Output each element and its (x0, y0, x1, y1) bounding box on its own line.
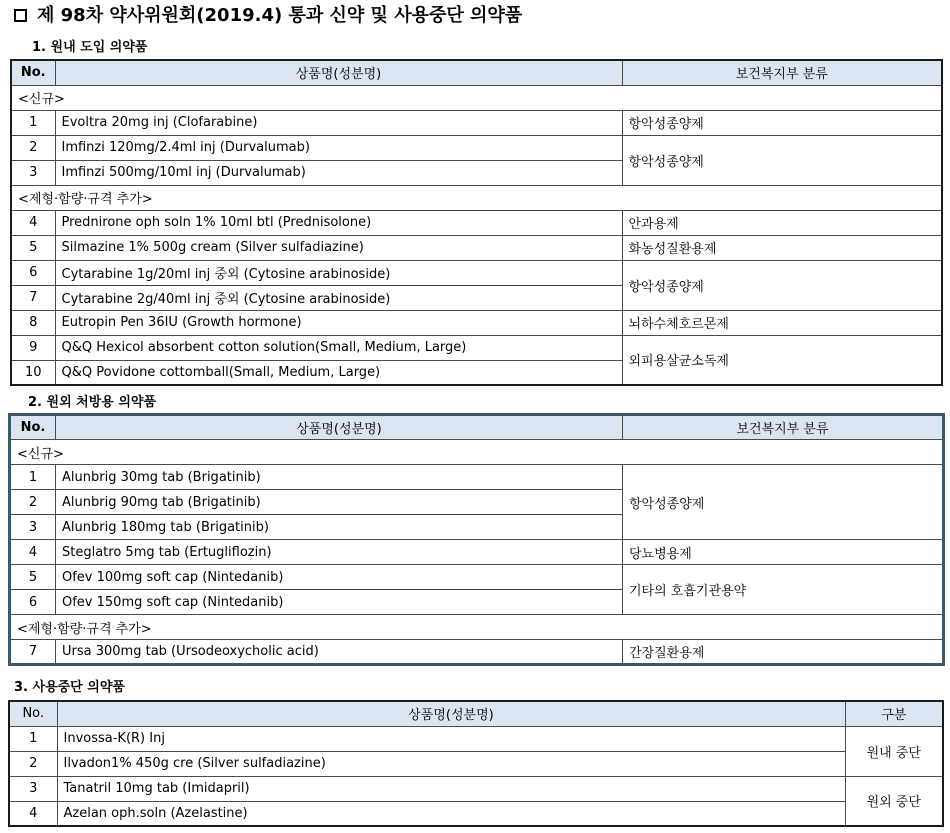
row-category: 뇌하수체호르몬제 (622, 310, 942, 335)
section-2-heading: 2. 원외 처방용 의약품 (28, 395, 157, 410)
table-row (11, 110, 942, 135)
row-name: Imfinzi 120mg/2.4ml inj (Durvalumab) (55, 135, 622, 160)
section-3-table (8, 700, 944, 827)
header-no: No. (9, 701, 57, 726)
table-row (11, 310, 942, 335)
row-no: 5 (10, 565, 56, 590)
row-name: Azelan oph.soln (Azelastine) (57, 801, 845, 826)
row-category: 항악성종양제 (622, 260, 942, 310)
row-no: 6 (11, 260, 55, 285)
header-category: 구분 (845, 701, 943, 726)
table-row (10, 565, 944, 590)
table-row (10, 540, 944, 565)
table-row (11, 335, 942, 360)
row-category: 원내 중단 (845, 726, 943, 776)
row-category: 화농성질환용제 (622, 235, 942, 260)
row-name: Evoltra 20mg inj (Clofarabine) (55, 110, 622, 135)
row-no: 6 (10, 590, 56, 615)
row-category: 항악성종양제 (623, 465, 944, 540)
row-no: 10 (11, 360, 55, 385)
group-row (11, 185, 942, 210)
row-name: Tanatril 10mg tab (Imidapril) (57, 776, 845, 801)
row-category: 안과용제 (622, 210, 942, 235)
header-name: 상품명(성분명) (56, 415, 623, 440)
group-row (10, 440, 944, 465)
header-name: 상품명(성분명) (57, 701, 845, 726)
row-no: 3 (9, 776, 57, 801)
section-2-table (8, 413, 945, 666)
row-name: Alunbrig 30mg tab (Brigatinib) (56, 465, 623, 490)
row-no: 8 (11, 310, 55, 335)
row-name: Steglatro 5mg tab (Ertugliflozin) (56, 540, 623, 565)
row-name: Alunbrig 90mg tab (Brigatinib) (56, 490, 623, 515)
row-no: 2 (10, 490, 56, 515)
row-name: Invossa-K(R) Inj (57, 726, 845, 751)
row-no: 3 (11, 160, 55, 185)
row-no: 9 (11, 335, 55, 360)
row-name: Cytarabine 2g/40ml inj 중외 (Cytosine arabinoside) (55, 285, 622, 310)
header-no: No. (11, 60, 55, 85)
row-name: Ilvadon1% 450g cre (Silver sulfadiazine) (57, 751, 845, 776)
table-row (11, 135, 942, 160)
row-category: 외피용살균소독제 (622, 335, 942, 385)
row-no: 7 (10, 640, 56, 665)
page-title-text: 제 98차 약사위원회(2019.4) 통과 신약 및 사용중단 의약품 (37, 5, 523, 26)
group-label: <제형·함량·규격 추가> (11, 185, 942, 210)
table-row (9, 751, 943, 776)
row-no: 3 (10, 515, 56, 540)
row-no: 2 (9, 751, 57, 776)
row-no: 1 (9, 726, 57, 751)
table-header-row (10, 415, 944, 440)
row-category: 항악성종양제 (622, 110, 942, 135)
row-name: Q&Q Povidone cottomball(Small, Medium, Large) (55, 360, 622, 385)
row-no: 1 (10, 465, 56, 490)
group-row (10, 615, 944, 640)
checkbox-square-icon (14, 9, 27, 22)
table-row (11, 260, 942, 285)
row-name: Eutropin Pen 36IU (Growth hormone) (55, 310, 622, 335)
header-category: 보건복지부 분류 (623, 415, 944, 440)
row-name: Imfinzi 500mg/10ml inj (Durvalumab) (55, 160, 622, 185)
page-title (14, 4, 522, 28)
group-row (11, 85, 942, 110)
table-row (10, 640, 944, 665)
row-name: Alunbrig 180mg tab (Brigatinib) (56, 515, 623, 540)
row-category: 간장질환용제 (623, 640, 944, 665)
section-1-heading: 1. 원내 도입 의약품 (32, 40, 148, 55)
header-category: 보건복지부 분류 (622, 60, 942, 85)
row-no: 4 (10, 540, 56, 565)
section-3-heading: 3. 사용중단 의약품 (14, 680, 125, 695)
header-no: No. (10, 415, 56, 440)
row-name: Cytarabine 1g/20ml inj 중외 (Cytosine arabinoside) (55, 260, 622, 285)
group-label: <신규> (11, 85, 942, 110)
row-category: 항악성종양제 (622, 135, 942, 185)
group-label: <제형·함량·규격 추가> (10, 615, 944, 640)
table-row (11, 235, 942, 260)
row-no: 1 (11, 110, 55, 135)
row-name: Ofev 150mg soft cap (Nintedanib) (56, 590, 623, 615)
row-name: Silmazine 1% 500g cream (Silver sulfadiazine) (55, 235, 622, 260)
table-header-row (9, 701, 943, 726)
row-category: 기타의 호흡기관용약 (623, 565, 944, 615)
row-category: 원외 중단 (845, 776, 943, 826)
row-no: 4 (11, 210, 55, 235)
row-no: 4 (9, 801, 57, 826)
row-name: Q&Q Hexicol absorbent cotton solution(Small, Medium, Large) (55, 335, 622, 360)
header-name: 상품명(성분명) (55, 60, 622, 85)
row-name: Ursa 300mg tab (Ursodeoxycholic acid) (56, 640, 623, 665)
table-row (10, 465, 944, 490)
row-no: 7 (11, 285, 55, 310)
row-no: 5 (11, 235, 55, 260)
table-row (11, 210, 942, 235)
group-label: <신규> (10, 440, 944, 465)
row-category: 당뇨병용제 (623, 540, 944, 565)
table-row (9, 801, 943, 826)
table-header-row (11, 60, 942, 85)
row-no: 2 (11, 135, 55, 160)
section-1-table (10, 59, 943, 386)
table-row (9, 726, 943, 751)
row-name: Prednirone oph soln 1% 10ml btl (Prednisolone) (55, 210, 622, 235)
table-row (9, 776, 943, 801)
row-name: Ofev 100mg soft cap (Nintedanib) (56, 565, 623, 590)
